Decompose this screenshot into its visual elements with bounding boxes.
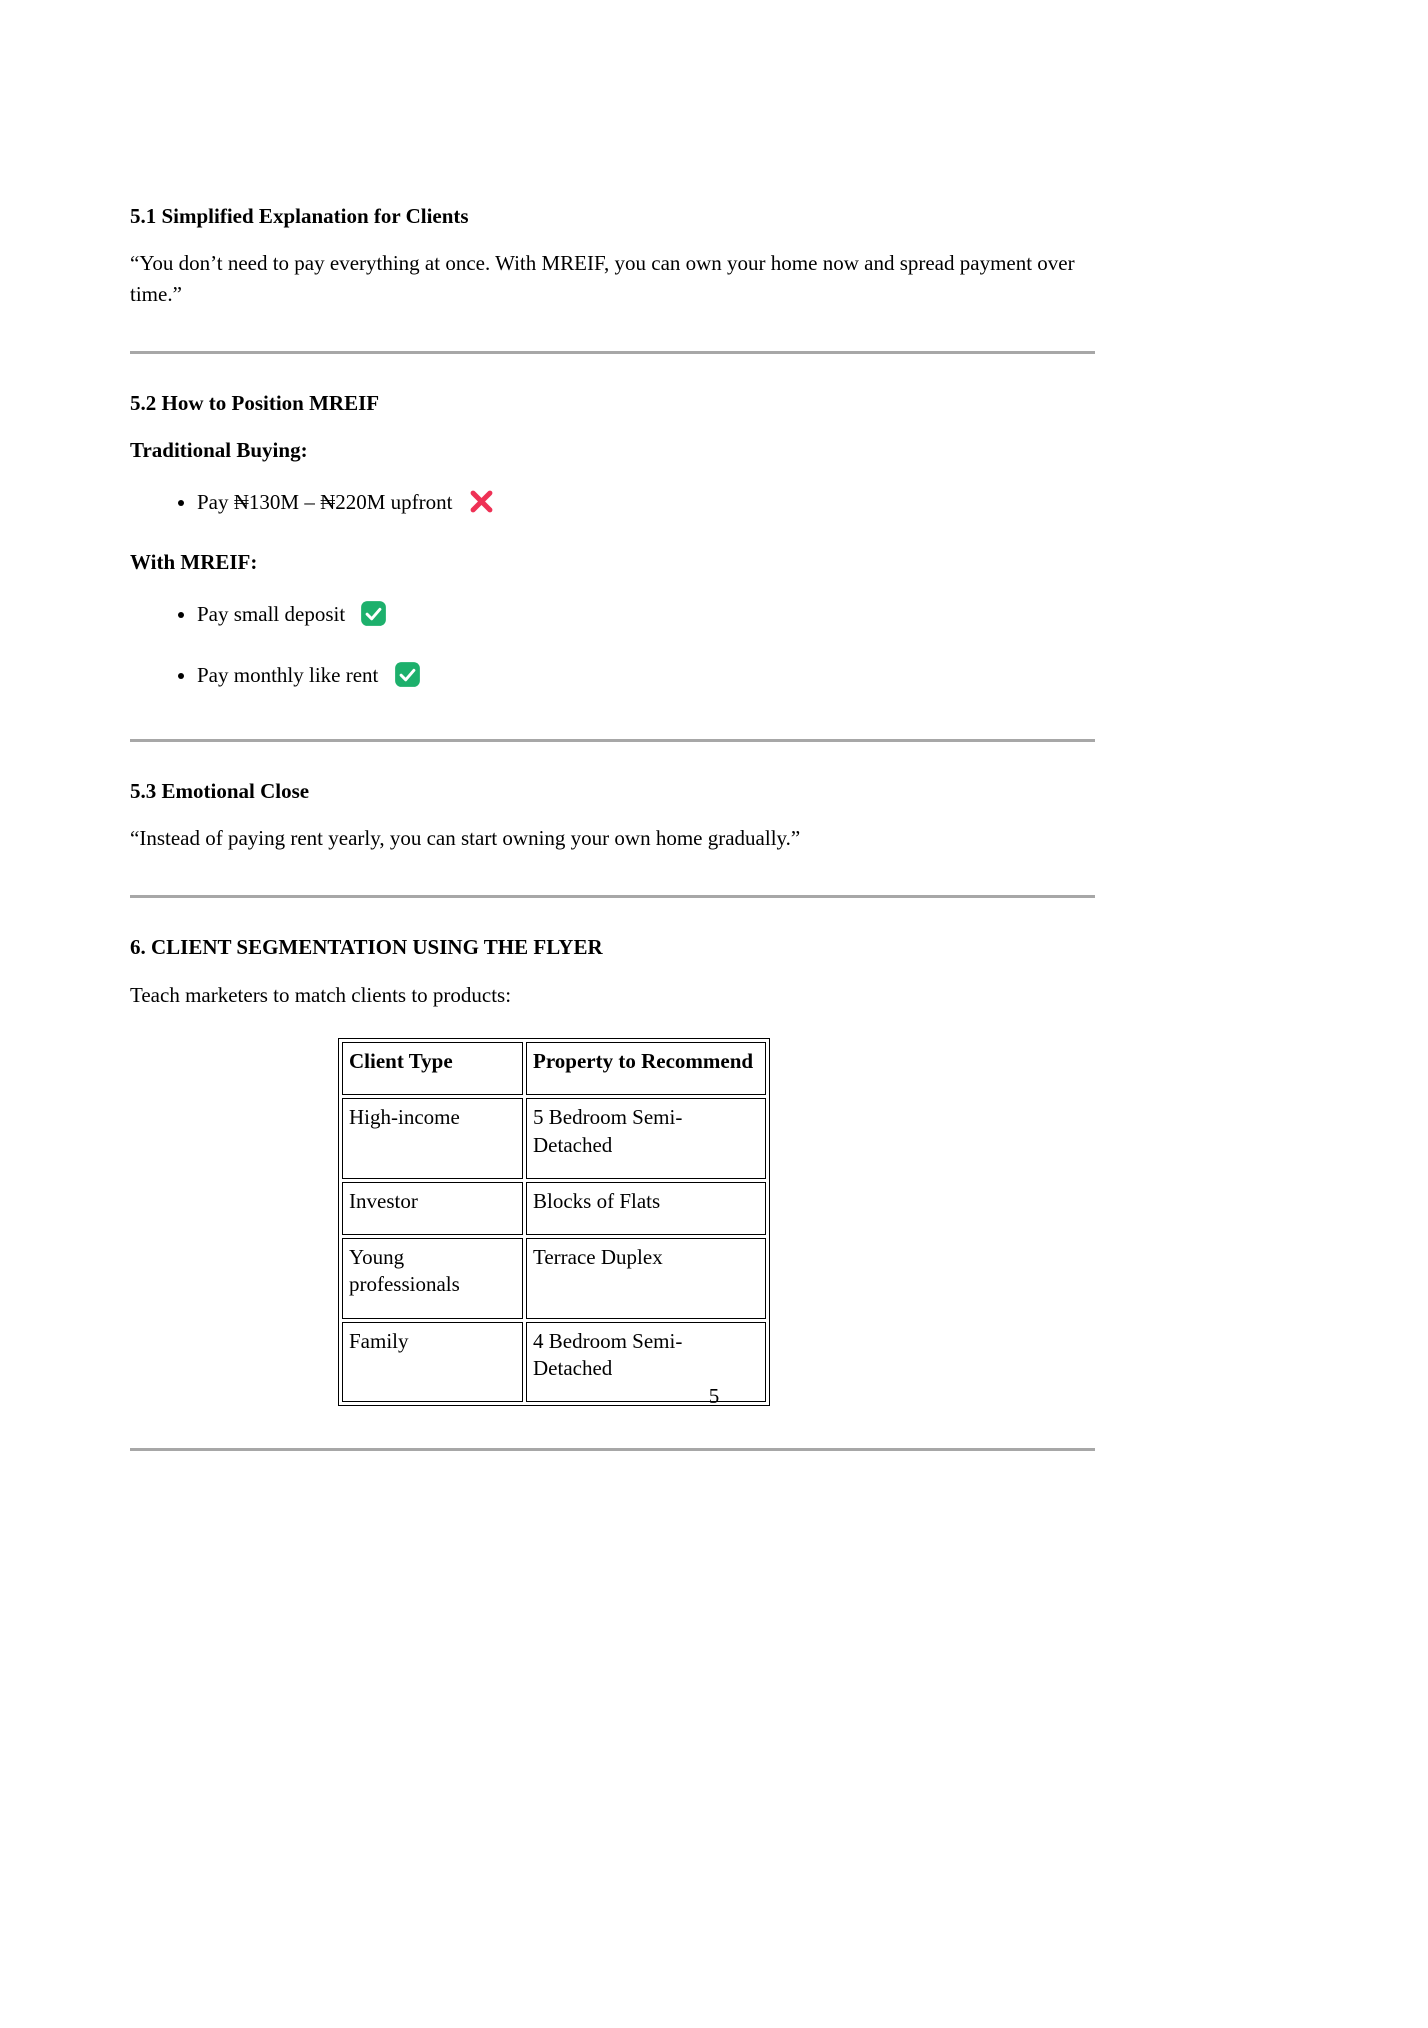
mreif-item1-text: Pay small deposit	[197, 601, 346, 626]
table-header-client-type: Client Type	[342, 1042, 523, 1095]
mreif-item2-text: Pay monthly like rent	[197, 663, 379, 688]
client-segmentation-table	[338, 1038, 770, 1406]
table-row	[342, 1238, 766, 1319]
table-row	[342, 1098, 766, 1179]
section-divider	[130, 351, 1095, 354]
section-divider	[130, 895, 1095, 898]
section-heading-5-3: 5.3 Emotional Close	[130, 778, 310, 803]
client-segmentation-table-wrapper	[338, 1038, 1095, 1406]
table-cell-property: 4 Bedroom Semi-Detached	[526, 1322, 766, 1403]
section-divider	[130, 1448, 1095, 1451]
table-cell-client-type: Family	[342, 1322, 523, 1403]
traditional-item-text: Pay ₦130M – ₦220M upfront	[197, 489, 453, 514]
list-item	[197, 600, 1095, 635]
traditional-buying-list	[130, 488, 1095, 523]
table-cell-property: Terrace Duplex	[526, 1238, 766, 1319]
check-mark-icon	[394, 661, 421, 696]
list-item	[197, 661, 1095, 696]
traditional-buying-label: Traditional Buying:	[130, 438, 308, 463]
section-body-5-3: “Instead of paying rent yearly, you can start owning your own home gradually.”	[130, 825, 801, 850]
table-row	[342, 1322, 766, 1403]
table-cell-client-type: Young professionals	[342, 1238, 523, 1319]
with-mreif-list	[130, 600, 1095, 697]
table-header-property: Property to Recommend	[526, 1042, 766, 1095]
cross-mark-icon	[468, 488, 495, 523]
page-number: 5	[708, 1384, 720, 1408]
table-cell-property: Blocks of Flats	[526, 1182, 766, 1235]
section-body-5-1: “You don’t need to pay everything at once. With MREIF, you can own your home now and spread payment over time.”	[130, 251, 1075, 306]
section-heading-6: 6. CLIENT SEGMENTATION USING THE FLYER	[130, 935, 603, 960]
check-mark-icon	[360, 600, 387, 635]
section-5-2	[130, 390, 1095, 696]
section-heading-5-2: 5.2 How to Position MREIF	[130, 391, 380, 416]
table-cell-client-type: High-income	[342, 1098, 523, 1179]
table-cell-property: 5 Bedroom Semi-Detached	[526, 1098, 766, 1179]
with-mreif-label: With MREIF:	[130, 550, 258, 575]
table-row	[342, 1182, 766, 1235]
table-header-row	[342, 1042, 766, 1095]
section-5-3	[130, 778, 1095, 854]
section-5-1	[130, 203, 1095, 309]
section-6	[130, 934, 1095, 1406]
section-heading-5-1: 5.1 Simplified Explanation for Clients	[130, 204, 469, 228]
section-intro-6: Teach marketers to match clients to products:	[130, 982, 512, 1007]
table-cell-client-type: Investor	[342, 1182, 523, 1235]
section-divider	[130, 739, 1095, 742]
list-item	[197, 488, 1095, 523]
